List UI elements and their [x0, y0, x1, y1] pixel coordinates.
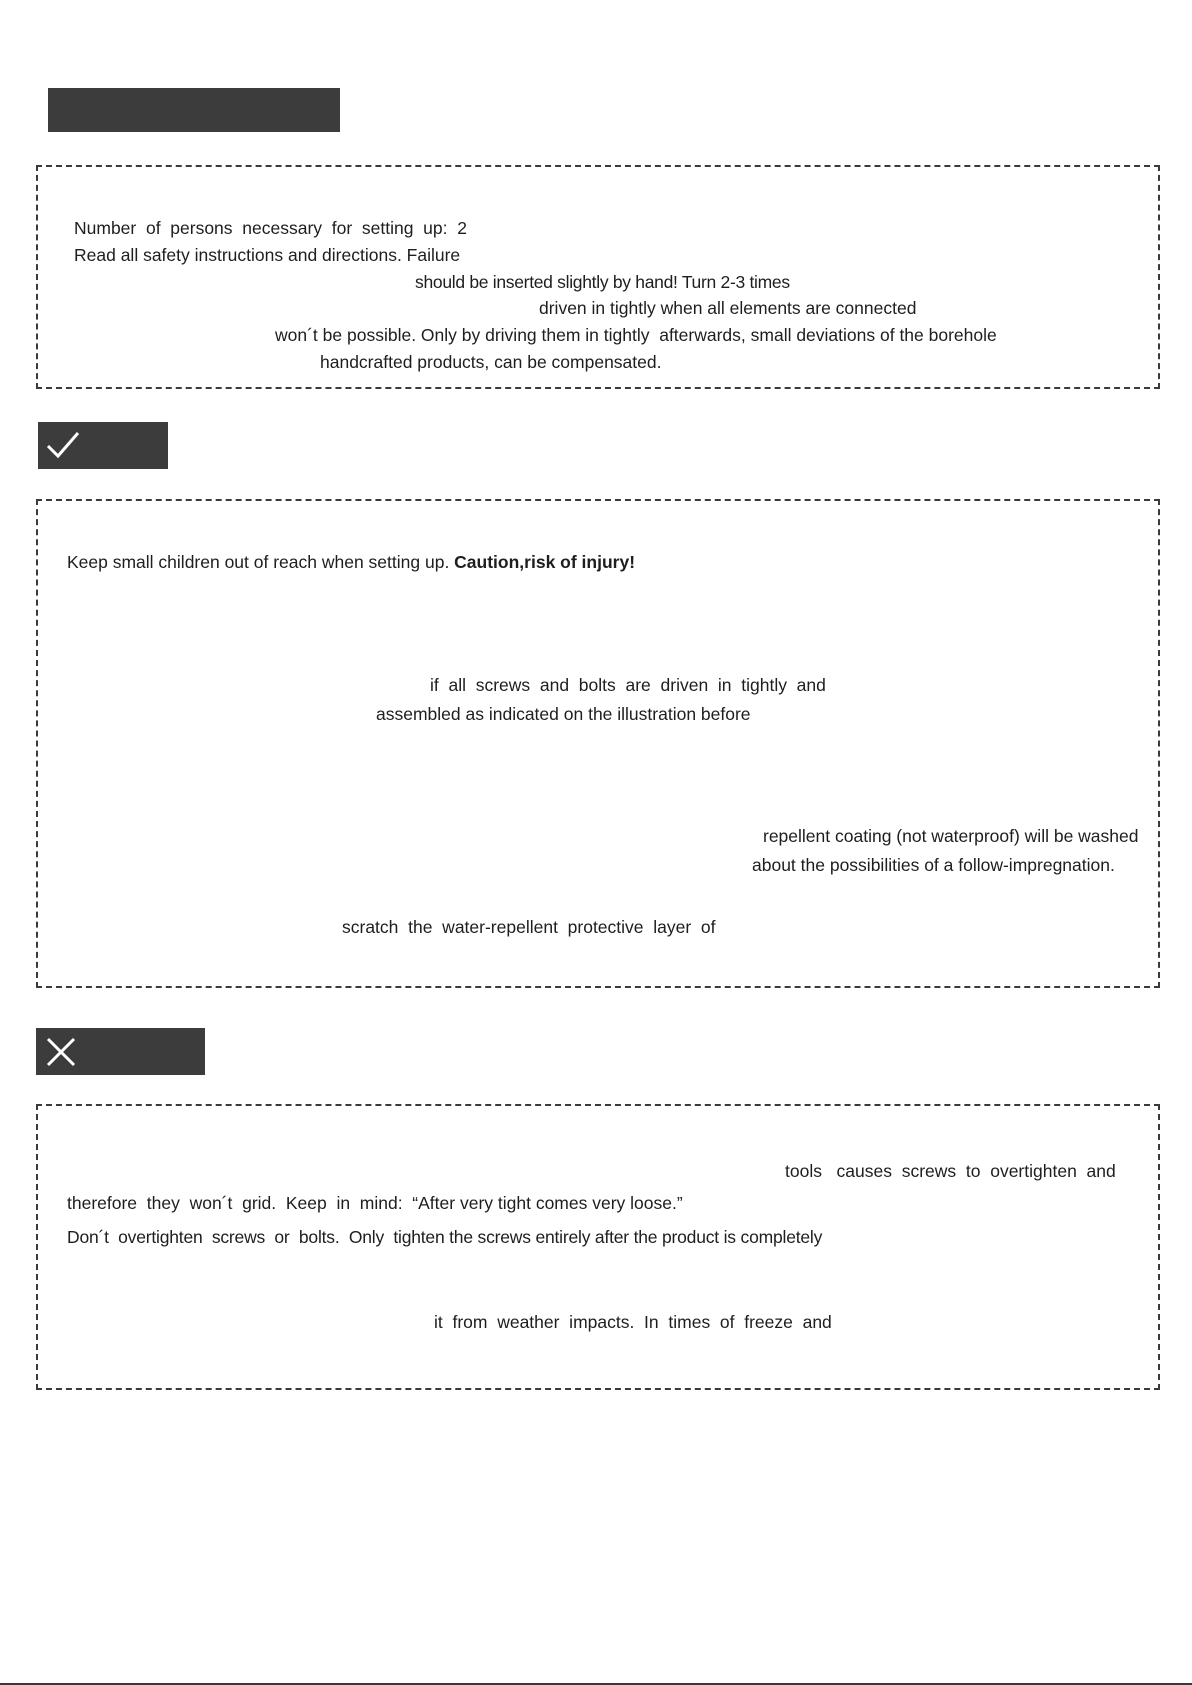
section1-line-4: driven in tightly when all elements are connected [539, 298, 917, 318]
section2-line-4: repellent coating (not waterproof) will be washed [763, 826, 1139, 846]
section1-line-1: Number of persons necessary for setting up: 2 [74, 218, 467, 238]
section3-panel [36, 1104, 1160, 1390]
section3-line-4: it from weather impacts. In times of freeze and [434, 1312, 832, 1332]
section2-line-5: about the possibilities of a follow-impregnation. [752, 855, 1115, 875]
section3-line-2: therefore they won´t grid. Keep in mind: “After very tight comes very loose.” [67, 1193, 683, 1213]
section1-line-6: handcrafted products, can be compensated. [320, 352, 662, 372]
section2-line-1 [67, 552, 635, 572]
section3-line-3: Don´t overtighten screws or bolts. Only tighten the screws entirely after the product is completely [67, 1227, 823, 1247]
section1-line-2: Read all safety instructions and directions. Failure [74, 245, 461, 265]
caution-risk-of-injury: Caution,risk of injury! [454, 552, 636, 572]
section2-line-6: scratch the water-repellent protective layer of [342, 917, 716, 937]
section3-line-1: tools causes screws to overtighten and [785, 1161, 1116, 1181]
section2-panel [36, 499, 1160, 988]
section2-line-1-text: Keep small children out of reach when setting up. [67, 552, 455, 572]
section1-line-5: won´t be possible. Only by driving them in tightly afterwards, small deviations of the borehole [275, 325, 997, 345]
section2-header-bar [38, 422, 168, 469]
cross-icon [45, 1036, 77, 1068]
section3-header-bar [36, 1028, 205, 1075]
section1-header-bar [48, 88, 340, 132]
section1-line-3: should be inserted slightly by hand! Turn 2-3 times [415, 272, 790, 292]
checkmark-icon [46, 429, 80, 461]
section2-line-2: if all screws and bolts are driven in tightly and [430, 675, 826, 695]
section2-line-3: assembled as indicated on the illustration before [376, 704, 751, 724]
